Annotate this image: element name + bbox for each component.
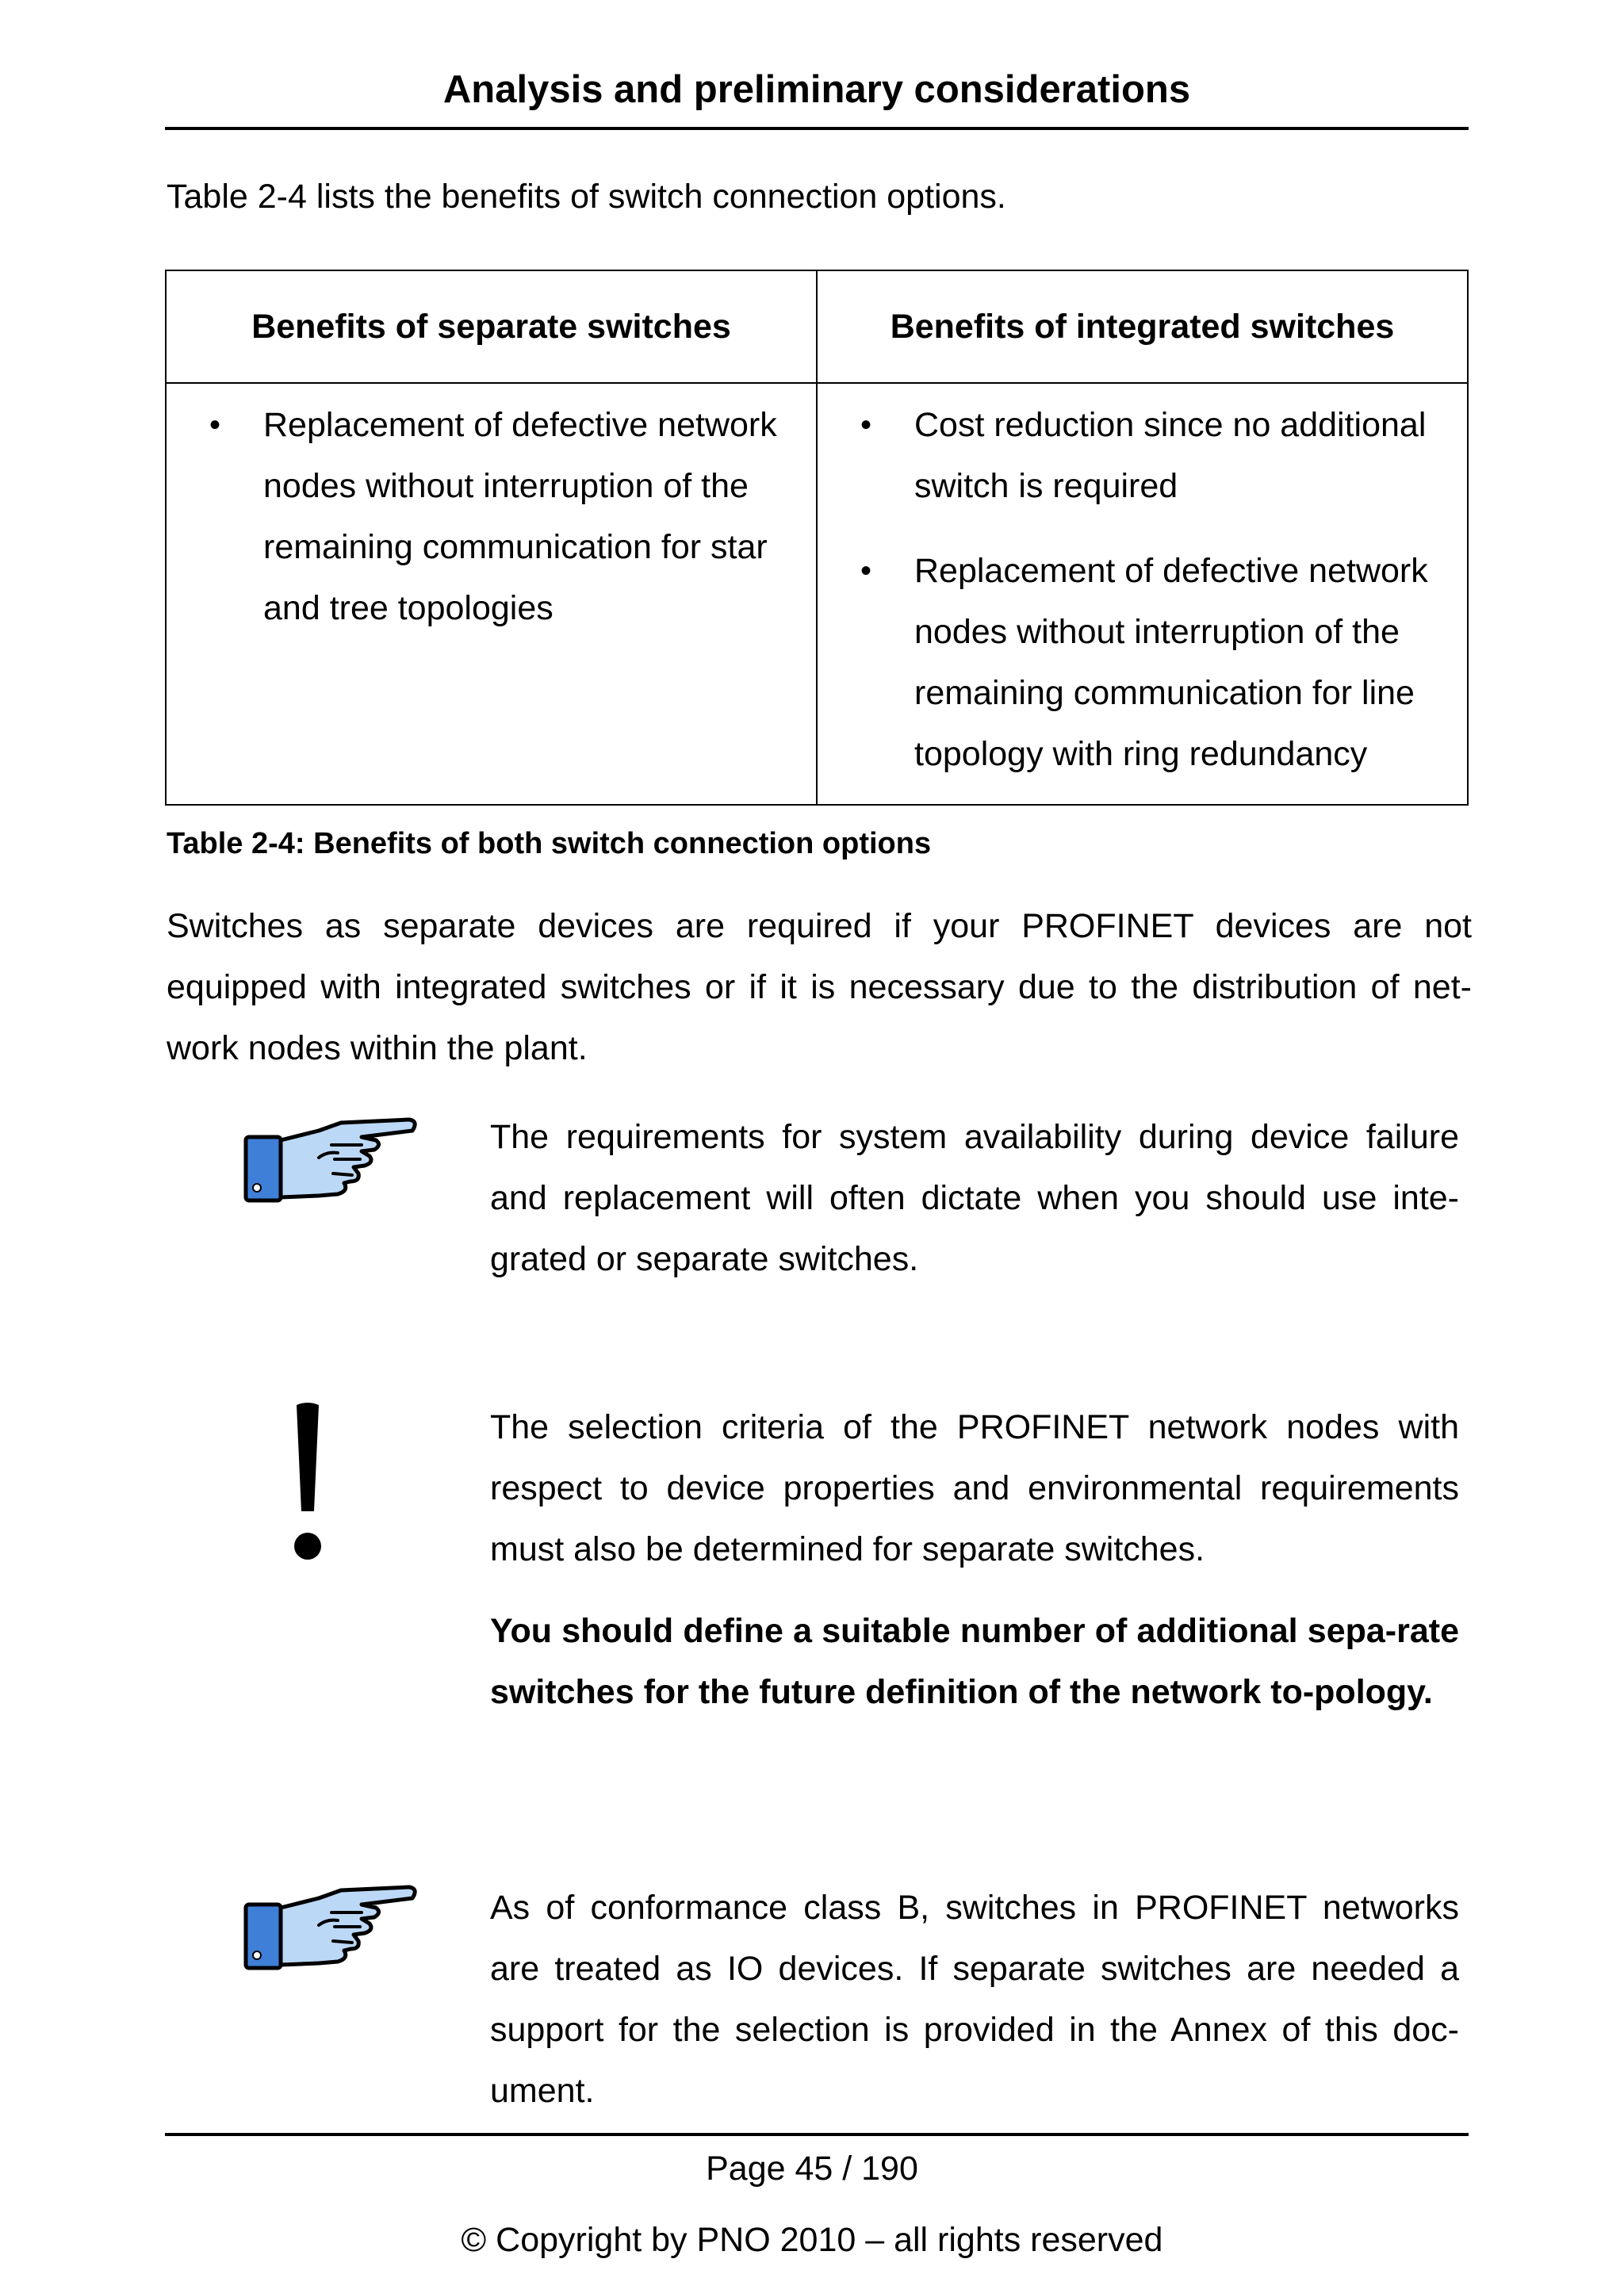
warning-text-bold: You should define a suitable number of additional sepa-rate switches for the future definition of the network to-pology. (490, 1612, 1459, 1711)
table-row (166, 383, 1468, 805)
list-item: • Cost reduction since no additional switch is required (849, 395, 1443, 517)
intro-sentence: Table 2-4 lists the benefits of switch connection options. (167, 178, 1006, 216)
pointing-hand-icon (243, 1113, 420, 1208)
list-item: • Replacement of defective network nodes without interruption of the remaining communication for line topology with ring redundancy (849, 541, 1443, 785)
warning-note (490, 1397, 1459, 1723)
list-item: • Replacement of defective network nodes without interruption of the remaining communication for star and tree topologies (198, 395, 792, 639)
footer-rule (165, 2133, 1469, 2136)
table-caption: Table 2-4: Benefits of both switch connection options (167, 827, 932, 860)
copyright-notice: © Copyright by PNO 2010 – all rights reserved (461, 2221, 1163, 2259)
separate-benefits-cell (166, 383, 817, 805)
table-header-row (166, 270, 1468, 383)
integrated-benefits-list (849, 395, 1443, 785)
page-number: Page 45 / 190 (706, 2150, 918, 2188)
benefits-table (165, 270, 1469, 806)
pointing-hand-icon (243, 1881, 420, 1976)
integrated-benefits-cell (817, 383, 1468, 805)
page-header-title: Analysis and preliminary considerations (442, 68, 1191, 111)
header-separate-switches: Benefits of separate switches (166, 270, 817, 383)
body-paragraph: Switches as separate devices are required if your PROFINET devices are not equipped with integrated switches or if it is necessary due to the distribution of net-work nodes within the plant. (167, 907, 1472, 1067)
hint-note-conformance: As of conformance class B, switches in PROFINET networks are treated as IO devices. If separate switches are needed a support for the selection is provided in the Annex of this doc-ument. (490, 1889, 1459, 2110)
exclamation-icon (290, 1400, 325, 1562)
header-rule (165, 127, 1469, 130)
separate-benefits-list (198, 395, 792, 639)
hint-note-availability: The requirements for system availability during device failure and replacement will often dictate when you should use inte-grated or separate switches. (490, 1118, 1459, 1278)
header-integrated-switches: Benefits of integrated switches (817, 270, 1468, 383)
warning-text: The selection criteria of the PROFINET network nodes with respect to device properties and environmental requirements must also be determined for separate switches. (490, 1408, 1459, 1568)
